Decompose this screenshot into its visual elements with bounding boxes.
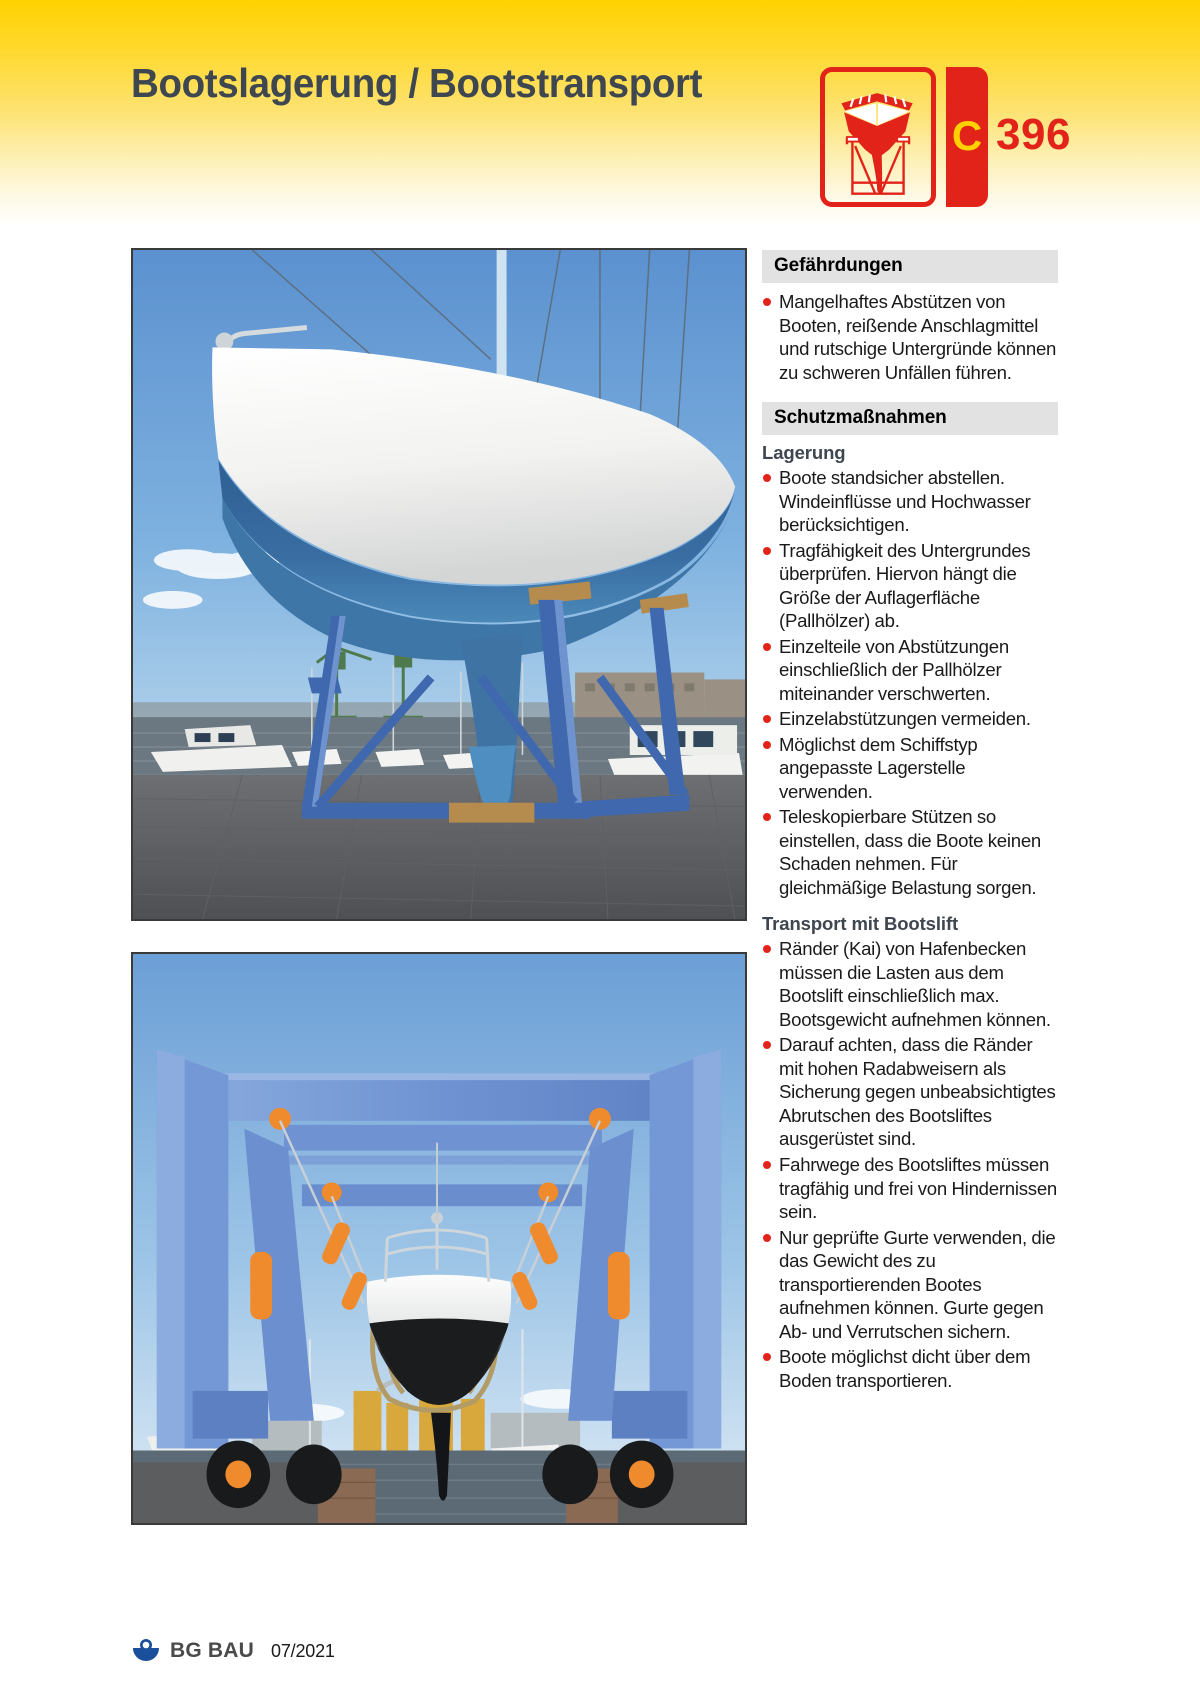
- bg-bau-logo: [131, 1638, 161, 1664]
- list-item: Boote standsicher abstellen. Windeinflüsse und Hochwasser berücksichtigen.: [762, 466, 1058, 537]
- list-item: Nur geprüfte Gurte verwenden, die das Gewicht des zu transportierenden Bootes aufnehmen können. Gurte gegen Ab- und Verrutschen sichern.: [762, 1226, 1058, 1344]
- organisation-name: BG BAU: [170, 1639, 255, 1662]
- badge-number: 396: [996, 110, 1071, 160]
- list-item: Darauf achten, dass die Ränder mit hohen Radabweisern als Sicherung gegen unbeabsichtigtes Abrutschen des Bootsliftes ausgerüstet sind.: [762, 1033, 1058, 1151]
- list-item: Boote möglichst dicht über dem Boden transportieren.: [762, 1345, 1058, 1392]
- content-column: [762, 250, 1058, 1394]
- publication-date: 07/2021: [271, 1640, 335, 1661]
- list-item: Einzelabstützungen vermeiden.: [762, 707, 1058, 731]
- section-heading-hazards: Gefährdungen: [762, 250, 1058, 283]
- section-heading-protective-measures: Schutzmaßnahmen: [762, 402, 1058, 435]
- sheet-badge: [820, 67, 1071, 207]
- page-footer: [131, 1638, 335, 1664]
- subheading-transport-mit-bootslift: Transport mit Bootslift: [762, 913, 959, 935]
- list-item: Mangelhaftes Abstützen von Booten, reißende Anschlagmittel und rutschige Untergründe können zu schweren Unfällen führen.: [762, 290, 1058, 384]
- list-item: Fahrwege des Bootsliftes müssen tragfähig und frei von Hindernissen sein.: [762, 1153, 1058, 1224]
- subheading-lagerung: Lagerung: [762, 442, 846, 464]
- lagerung-bullet-list: [762, 466, 1058, 899]
- list-item: Teleskopierbare Stützen so einstellen, dass die Boote keinen Schaden nehmen. Für gleichmäßige Belastung sorgen.: [762, 805, 1058, 899]
- badge-letter-block: [946, 67, 988, 207]
- badge-letter: C: [951, 112, 983, 160]
- page-title: Bootslagerung / Bootstransport: [131, 60, 703, 106]
- list-item: Möglichst dem Schiffstyp angepasste Lagerstelle verwenden.: [762, 733, 1058, 804]
- hazards-bullet-list: [762, 290, 1058, 384]
- boat-on-cradle-icon: [820, 67, 936, 207]
- boat-lift-photo: [131, 952, 747, 1525]
- transport-bullet-list: [762, 937, 1058, 1392]
- list-item: Einzelteile von Abstützungen einschließlich der Pallhölzer miteinander verschwerten.: [762, 635, 1058, 706]
- page-header: [0, 0, 1200, 228]
- list-item: Tragfähigkeit des Untergrundes überprüfen. Hiervon hängt die Größe der Auflagerfläche (Pallhölzer) ab.: [762, 539, 1058, 633]
- sailboat-on-cradle-photo: [131, 248, 747, 921]
- list-item: Ränder (Kai) von Hafenbecken müssen die Lasten aus dem Bootslift einschließlich max. Bootsgewicht aufnehmen können.: [762, 937, 1058, 1031]
